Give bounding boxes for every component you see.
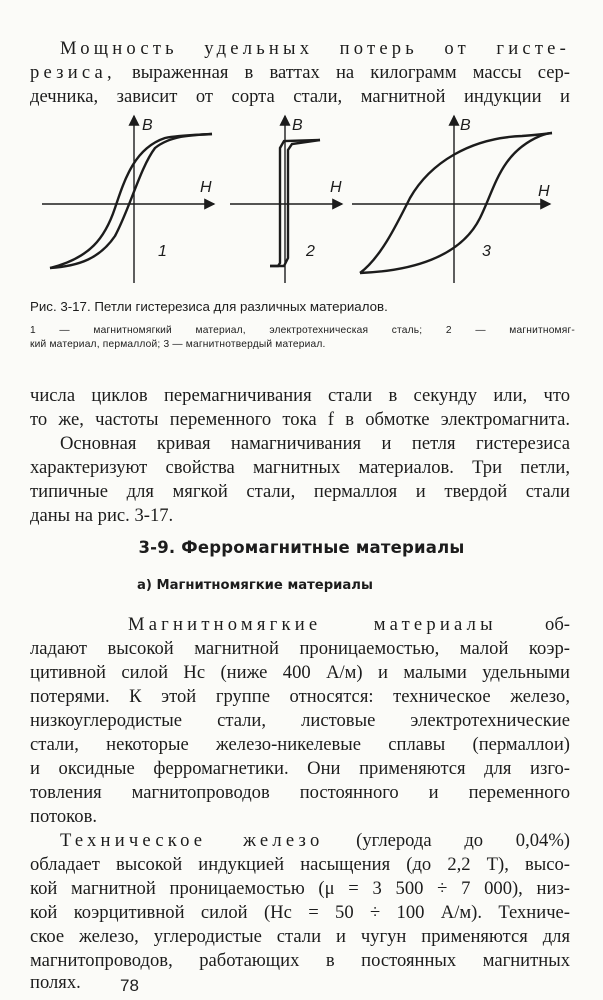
axis-label-h: H [330,179,342,196]
text-line: цитивной силой Hc (ниже 400 А/м) и малыми удельными [30,662,570,683]
text-line [60,38,570,60]
page-number: 78 [120,976,139,995]
plain-text: об- [496,614,570,635]
figure-legend-line: кий материал, пермаллой; 3 — магнитнотвердый материал. [30,339,326,350]
spaced-text: резиса, [30,62,116,83]
text-line: даны на рис. 3-17. [30,505,174,526]
text-line [30,86,570,108]
loop-label-1: 1 [158,243,167,260]
figure-legend-line: 1 — магнитномягкий материал, электротехническая сталь; 2 — магнитномяг- [30,325,575,336]
axis-label-h: H [200,179,212,196]
text-line: и оксидные ферромагнетики. Они применяются для изго- [30,758,570,779]
spaced-text: Мощность удельных потерь от гисте- [60,38,570,59]
figure-caption: Рис. 3-17. Петли гистерезиса для различных материалов. [30,299,388,314]
plain-text: дечника, зависит от сорта стали, магнитной индукции и [30,86,570,107]
text-line: полях. [30,972,81,993]
text-line: товления магнитопроводов постоянного и переменного [30,782,570,803]
subsection-title: а) Магнитномягкие материалы [137,578,373,593]
plain-text: выраженная в ваттах на килограмм массы сер- [115,62,570,83]
axis-label-b: B [142,117,153,134]
loop-1-lower [50,134,212,268]
text-line: потерями. К этой группе относятся: техническое железо, [30,686,570,707]
text-line: числа циклов перемагничивания стали в секунду или, что [30,385,570,406]
text-line: кой коэрцитивной силой (Hc = 50 ÷ 100 А/м). Техниче- [30,902,570,923]
hysteresis-loops-svg [30,108,590,293]
text-line: кой магнитной проницаемостью (μ = 3 500 ÷ 7 000), низ- [30,878,570,899]
hysteresis-figure [30,108,590,293]
text-line: ладают высокой магнитной проницаемостью, малой коэр- [30,638,570,659]
axis-label-h: H [538,183,550,200]
text-line: низкоуглеродистые стали, листовые электротехнические [30,710,570,731]
spaced-text: Магнитномягкие материалы [128,614,497,635]
text-line: Основная кривая намагничивания и петля гистерезиса [60,433,570,454]
axis-label-b: B [460,117,471,134]
spaced-text: Техническое железо [60,830,324,851]
text-line: то же, частоты переменного тока f в обмотке электромагнита. [30,409,570,430]
text-line: потоков. [30,806,97,827]
loop-label-2: 2 [306,243,315,260]
text-line [60,830,570,852]
axis-label-b: B [292,117,303,134]
plain-text: (углерода до 0,04%) [323,830,570,851]
text-line: типичные для мягкой стали, пермаллоя и твердой стали [30,481,570,502]
loop-label-3: 3 [482,243,491,260]
text-line [30,62,570,84]
loop-3-upper [360,133,552,273]
text-line: магнитопроводов, работающих в постоянных магнитных [30,950,570,971]
text-line: стали, некоторые железо-никелевые сплавы (пермаллои) [30,734,570,755]
text-line [128,614,570,636]
text-line: обладает высокой индукцией насыщения (до 2,2 Т), высо- [30,854,570,875]
section-title: 3-9. Ферромагнитные материалы [138,538,465,557]
text-line: характеризуют свойства магнитных материалов. Три петли, [30,457,570,478]
text-line: ское железо, углеродистые стали и чугун применяются для [30,926,570,947]
